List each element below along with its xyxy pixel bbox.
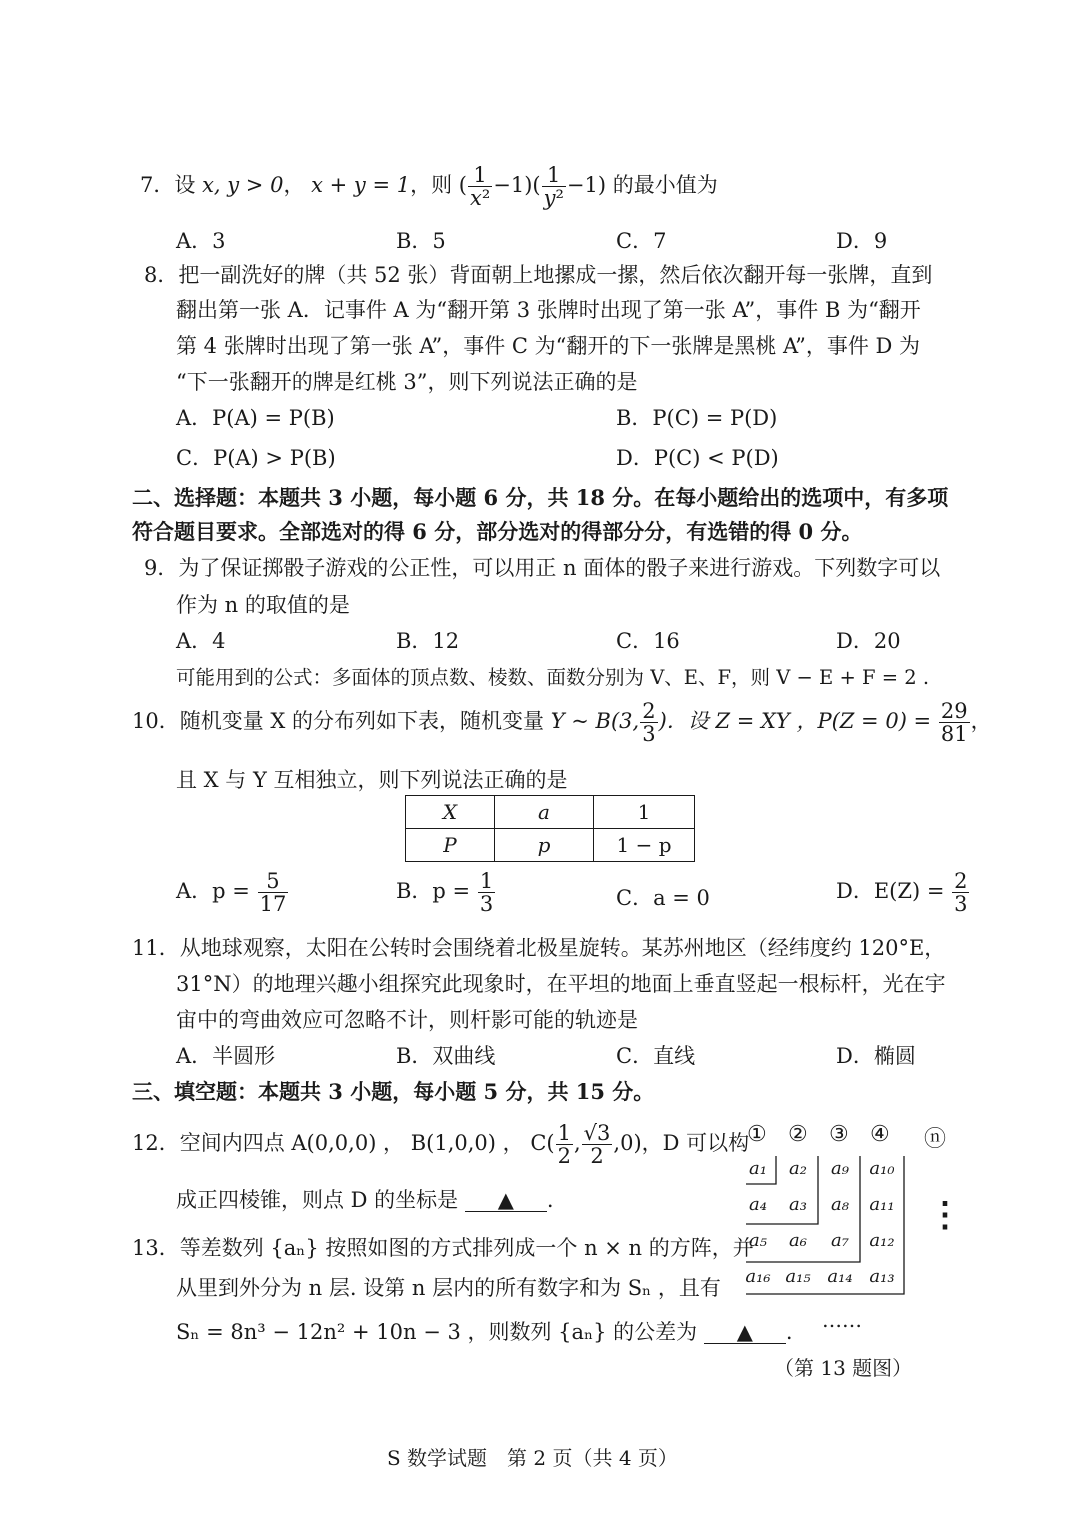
matrix-cell: a₇: [831, 1230, 849, 1251]
q11-line-3: 宙中的弯曲效应可忽略不计，则杆影可能的轨迹是: [176, 1008, 638, 1032]
figure-caption: （第 13 题图）: [774, 1356, 913, 1380]
vertical-ellipsis: ⋮: [928, 1195, 962, 1235]
matrix-cell: a₁₅: [785, 1266, 811, 1287]
q9-option-a: A．4: [176, 629, 226, 653]
table-row: X a 1: [406, 796, 695, 829]
q9-option-d: D．20: [836, 629, 901, 653]
matrix-cell: a₁₁: [869, 1194, 895, 1215]
table-row: P p 1 − p: [406, 829, 695, 862]
layer-1-label: ①: [747, 1122, 767, 1147]
q10-pz-fraction: $\frac{29}{81}$: [940, 699, 968, 747]
q7-option-c: C．7: [616, 229, 667, 253]
page-footer: S 数学试题 第 2 页（共 4 页）: [387, 1446, 678, 1470]
q10-option-d: D．E(Z) = $\frac{2}{3}$: [836, 869, 968, 917]
matrix-cell: a₆: [789, 1230, 807, 1251]
q11-option-c: C．直线: [616, 1044, 696, 1068]
q7-option-b: B．5: [396, 229, 446, 253]
layer-4-label: ④: [870, 1122, 890, 1147]
q11-option-d: D．椭圆: [836, 1044, 916, 1068]
q9-line-1: 9．为了保证掷骰子游戏的公正性，可以用正 n 面体的骰子来进行游戏。下列数字可以: [144, 556, 941, 580]
q7-stem: 7．设 x, y > 0， x + y = 1，则 ( $\frac{1}{\text{x²}}$ −1)( $\frac{1}{\text{y²}}$ −1) 的最小值为: [140, 163, 718, 211]
q11-line-1: 11．从地球观察，太阳在公转时会围绕着北极星旋转。某苏州地区（经纬度约 120°E，: [132, 936, 946, 960]
q10-distribution-table: [405, 795, 695, 862]
q10-option-c: C．a = 0: [616, 886, 710, 910]
matrix-cell: a₁: [749, 1158, 767, 1179]
section-3-heading: 三、填空题：本题共 3 小题，每小题 5 分，共 15 分。: [132, 1079, 655, 1104]
layer-3-label: ③: [829, 1122, 849, 1147]
matrix-cell: a₁₆: [745, 1266, 771, 1287]
q8-option-c: C．P(A) > P(B): [176, 446, 336, 470]
q9-option-c: C．16: [616, 629, 680, 653]
q9-formula-hint: 可能用到的公式：多面体的顶点数、棱数、面数分别为 V、E、F，则 V − E + F = 2 .: [176, 666, 930, 689]
q7-expression: ( $\frac{1}{\text{x²}}$ −1)( $\frac{1}{\text{y²}}$ −1): [458, 163, 607, 211]
matrix-cell: a₅: [749, 1230, 767, 1251]
matrix-cell: a₃: [789, 1194, 807, 1215]
section-2-heading-cont: 符合题目要求。全部选对的得 6 分，部分选对的得部分分，有选错的得 0 分。: [132, 519, 863, 544]
q9-line-2: 作为 n 的取值的是: [176, 593, 350, 617]
q11-option-b: B．双曲线: [396, 1044, 496, 1068]
q13-line-3: Sₙ = 8n³ − 12n² + 10n − 3 ，则数列 {aₙ} 的公差为 ▲ .: [176, 1320, 793, 1344]
q10-option-b: B．p = $\frac{1}{3}$: [396, 869, 494, 917]
q8-line-3: 第 4 张牌时出现了第一张 A”，事件 C 为“翻开的下一张牌是黑桃 A”，事件 D 为: [176, 334, 921, 358]
matrix-cell: a₈: [831, 1194, 849, 1215]
matrix-cell: a₁₄: [827, 1266, 853, 1287]
section-2-heading: 二、选择题：本题共 3 小题，每小题 6 分，共 18 分。在每小题给出的选项中，有多项: [132, 485, 949, 510]
q12-line-2: 成正四棱锥，则点 D 的坐标是 ▲ .: [176, 1188, 554, 1212]
q7-option-a: A．3: [176, 229, 226, 253]
matrix-cell: a₂: [789, 1158, 807, 1179]
horizontal-ellipsis: ……: [822, 1308, 862, 1332]
q8-line-4: “下一张翻开的牌是红桃 3”，则下列说法正确的是: [176, 370, 638, 394]
q13-figure: [744, 1122, 964, 1382]
q13-line-1: 13．等差数列 {aₙ} 按照如图的方式排列成一个 n × n 的方阵，并: [132, 1236, 754, 1260]
q10-line-1: 10．随机变量 X 的分布列如下表，随机变量 Y ~ B(3, $\frac{2}{3}$ )．设 Z = XY ，P(Z = 0) = $\frac{29}{81}$ ，: [132, 699, 992, 747]
q13-line-2: 从里到外分为 n 层. 设第 n 层内的所有数字和为 Sₙ ，且有: [176, 1276, 721, 1300]
q10-line-2: 且 X 与 Y 互相独立，则下列说法正确的是: [176, 768, 568, 792]
q11-option-a: A．半圆形: [176, 1044, 276, 1068]
q11-line-2: 31°N）的地理兴趣小组探究此现象时，在平坦的地面上垂直竖起一根标杆，光在宇: [176, 972, 946, 996]
q12-line-1: 12．空间内四点 A(0,0,0) ， B(1,0,0) ， C( $\frac{1}{2}$ , $\frac{√3}{2}$ ,0)，D 可以构: [132, 1121, 750, 1169]
layer-n-label: ⓝ: [924, 1127, 947, 1152]
q9-option-b: B．12: [396, 629, 460, 653]
q8-option-a: A．P(A) = P(B): [176, 406, 335, 430]
matrix-cell: a₄: [749, 1194, 767, 1215]
q10-option-a: A．p = $\frac{5}{17}$: [176, 869, 287, 917]
matrix-cell: a₁₂: [869, 1230, 895, 1251]
q10-binom-fraction: $\frac{2}{3}$: [642, 699, 656, 747]
matrix-cell: a₉: [831, 1158, 849, 1179]
q8-line-2: 翻出第一张 A．记事件 A 为“翻开第 3 张牌时出现了第一张 A”，事件 B 为“翻开: [176, 298, 921, 322]
q8-line-1: 8．把一副洗好的牌（共 52 张）背面朝上地摞成一摞，然后依次翻开每一张牌，直到: [144, 263, 933, 287]
answer-blank: ▲: [465, 1190, 547, 1212]
matrix-cell: a₁₃: [869, 1266, 895, 1287]
q7-option-d: D．9: [836, 229, 888, 253]
q8-option-b: B．P(C) = P(D): [616, 406, 778, 430]
matrix-cell: a₁₀: [869, 1158, 895, 1179]
layer-2-label: ②: [788, 1122, 808, 1147]
answer-blank: ▲: [704, 1322, 786, 1344]
q8-option-d: D．P(C) < P(D): [616, 446, 779, 470]
